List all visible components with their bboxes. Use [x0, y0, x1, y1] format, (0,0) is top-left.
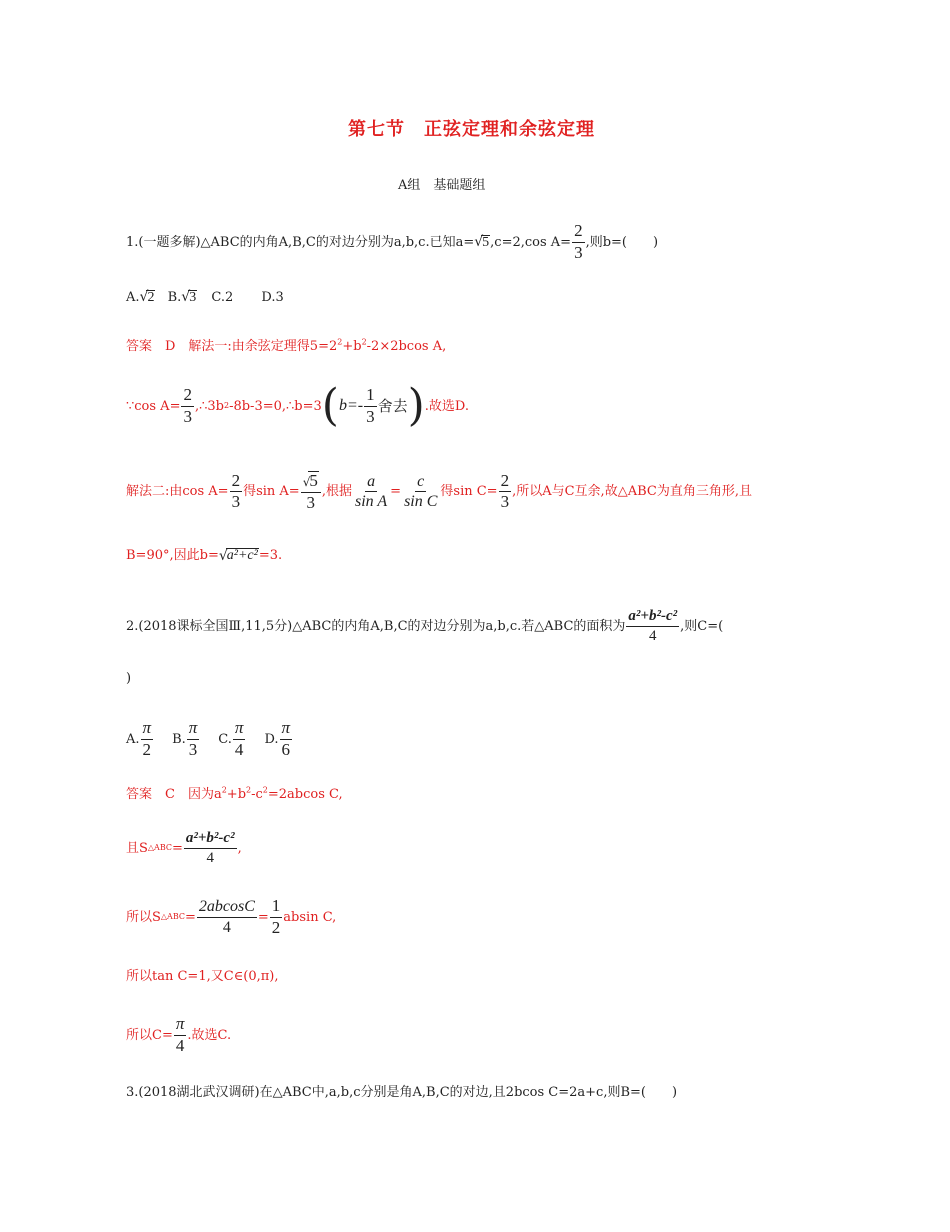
- numerator: 2abcosC: [197, 898, 257, 918]
- answer-text: 所以S: [126, 909, 161, 925]
- option-a-fraction: [141, 719, 154, 759]
- parenthetical: [321, 380, 425, 431]
- answer-text: 且S: [126, 840, 148, 856]
- fraction: [572, 222, 585, 262]
- q2-stem-part: ,则C=(: [680, 618, 724, 634]
- numerator: c: [415, 473, 426, 493]
- denominator: sin A: [355, 493, 388, 511]
- numerator: 1: [364, 386, 377, 407]
- numerator: 1: [270, 897, 283, 918]
- option-c-label: C.: [218, 731, 232, 747]
- answer-text: +b: [226, 787, 247, 802]
- numerator: π: [174, 1015, 187, 1036]
- superscript: 2: [262, 785, 268, 795]
- sqrt-symbol: √: [139, 289, 149, 305]
- q2-stem-continued: ): [126, 671, 132, 686]
- fraction: [364, 386, 377, 426]
- fraction: [353, 473, 389, 511]
- fraction: [626, 608, 679, 644]
- section-title: 第七节 正弦定理和余弦定理: [348, 119, 595, 140]
- answer-text: -2×2bcos A,: [366, 339, 447, 354]
- option-a-value: 2: [147, 290, 155, 305]
- q2-answer-line1: [126, 785, 343, 802]
- option-a-label: A.: [126, 290, 140, 305]
- answer-text: 答案 D 解法一:由余弦定理得5=2: [126, 339, 338, 354]
- paren-text: 舍去: [377, 396, 408, 415]
- sqrt-symbol: √: [218, 547, 228, 564]
- answer-text: .故选D.: [424, 398, 469, 414]
- answer-text: ,所以A与C互余,故△ABC为直角三角形,且: [512, 484, 752, 500]
- numerator: π: [280, 719, 293, 740]
- numerator: 5: [309, 471, 318, 490]
- group-heading: A组 基础题组: [398, 178, 486, 193]
- radicand: 5: [482, 234, 490, 250]
- question-1-options: [126, 290, 284, 305]
- answer-text: 答案 C 因为a: [126, 787, 222, 802]
- option-c: C.2: [211, 290, 234, 305]
- answer-text: 得sin A=: [243, 484, 300, 500]
- fraction: [230, 472, 243, 512]
- answer-text: -8b-3=0,∴b=3: [229, 398, 322, 414]
- numerator: a: [365, 473, 377, 493]
- left-paren: (: [321, 380, 339, 431]
- answer-text: ,根据: [321, 484, 352, 500]
- denominator: 3: [306, 492, 316, 512]
- sqrt-symbol: √: [181, 289, 191, 305]
- answer-text: ,∴3b: [194, 398, 224, 414]
- denominator: 4: [222, 918, 231, 936]
- option-b-label: B.: [172, 731, 186, 747]
- option-d: D.3: [261, 290, 284, 305]
- answer-text: =2abcos C,: [267, 787, 343, 802]
- fraction: [301, 471, 321, 512]
- q1-answer-line4: [126, 548, 282, 563]
- denominator: sin C: [404, 493, 438, 511]
- option-c-fraction: [233, 719, 246, 759]
- answer-text: .故选C.: [187, 1027, 232, 1043]
- equals: =: [184, 909, 196, 925]
- option-b-value: 3: [189, 290, 197, 305]
- denominator: 4: [175, 1035, 185, 1055]
- numerator: 2: [230, 472, 243, 493]
- superscript: 2: [337, 337, 343, 347]
- q2-answer-line4: 所以tan C=1,又C∈(0,π),: [126, 969, 279, 984]
- denominator: 3: [231, 492, 241, 512]
- question-2-options: [126, 719, 293, 759]
- answer-text: =3.: [258, 548, 283, 563]
- numerator: π: [141, 719, 154, 740]
- option-d-label: D.: [264, 731, 279, 747]
- radicand: a²+c²: [226, 548, 258, 563]
- answer-text: ,: [237, 840, 242, 856]
- answer-text: B=90°,因此b=: [126, 548, 219, 563]
- denominator: 3: [500, 492, 510, 512]
- denominator: 2: [271, 917, 281, 937]
- answer-text: 所以C=: [126, 1027, 173, 1043]
- equals: =: [171, 840, 183, 856]
- superscript: 2: [246, 785, 252, 795]
- numerator: a²+b²-c²: [184, 830, 237, 849]
- numerator: a²+b²-c²: [626, 608, 679, 627]
- fraction: [402, 473, 439, 511]
- denominator: 3: [574, 242, 583, 262]
- paren-expr: b=-: [338, 397, 364, 414]
- option-b-label: B.: [167, 290, 182, 305]
- denominator: 2: [142, 739, 152, 759]
- right-paren: ): [407, 380, 425, 431]
- equals: =: [257, 909, 269, 925]
- fraction: [184, 830, 237, 866]
- option-b-fraction: [187, 719, 200, 759]
- fraction: [174, 1015, 187, 1055]
- numerator: π: [187, 719, 200, 740]
- fraction: [181, 386, 194, 426]
- equals: =: [390, 484, 402, 500]
- q2-answer-line3: 所以S △ABC = $\frac{2abcosC}{4}$ = $\frac{1}{2}$ absin C,: [126, 896, 337, 937]
- fraction: [270, 897, 283, 937]
- q1-answer-line3: [126, 471, 752, 512]
- answer-text: -c: [251, 787, 263, 802]
- fraction: [197, 898, 257, 936]
- denominator: 4: [206, 849, 214, 866]
- answer-text: 得sin C=: [440, 484, 498, 500]
- q2-stem-part: 2.(2018课标全国Ⅲ,11,5分)△ABC的内角A,B,C的对边分别为a,b,c.若△ABC的面积为: [126, 618, 626, 634]
- numerator: 2: [499, 472, 512, 493]
- superscript: 2: [361, 337, 367, 347]
- q1-stem-part: 1.(一题多解)△ABC的内角A,B,C的对边分别为a,b,c.已知a=: [126, 234, 475, 250]
- q2-answer-line2: 且S △ABC = $\frac{\text{a²+b²-c²}}{4}$ ,: [126, 830, 242, 866]
- denominator: 3: [188, 739, 198, 759]
- sqrt-symbol: √: [474, 234, 484, 251]
- answer-text: 解法二:由cos A=: [126, 484, 229, 500]
- question-3-stem: 3.(2018湖北武汉调研)在△ABC中,a,b,c分别是角A,B,C的对边,且2bcos C=2a+c,则B=( ): [126, 1085, 678, 1100]
- question-2-stem: [126, 608, 723, 644]
- q1-answer-line2: ∵cos A= $\frac{2}{3}$ ,∴3b 2 -8b-3=0,∴b=3 ( b=- $\frac{1}{3}$ 舍去 ) .故选D.: [126, 380, 469, 431]
- answer-text: absin C,: [283, 909, 337, 925]
- numerator: 2: [181, 386, 194, 407]
- q1-stem-part: ,c=2,cos A=: [490, 234, 572, 250]
- option-a-label: A.: [126, 731, 140, 747]
- option-d-fraction: [280, 719, 293, 759]
- numerator: 2: [572, 222, 585, 243]
- question-1-stem: [126, 222, 658, 262]
- answer-text: +b: [342, 339, 362, 354]
- denominator: 4: [649, 627, 657, 644]
- q1-answer-line1: [126, 337, 447, 354]
- denominator: 3: [183, 406, 192, 426]
- numerator: π: [233, 719, 246, 740]
- fraction: [499, 472, 512, 512]
- superscript: 2: [221, 785, 227, 795]
- sqrt-symbol: √: [302, 475, 311, 489]
- q1-stem-part: ,则b=( ): [585, 234, 659, 250]
- q2-answer-line5: [126, 1015, 231, 1055]
- denominator: 6: [281, 739, 291, 759]
- denominator: 3: [366, 406, 375, 426]
- answer-text: ∵cos A=: [126, 398, 181, 414]
- denominator: 4: [234, 739, 244, 759]
